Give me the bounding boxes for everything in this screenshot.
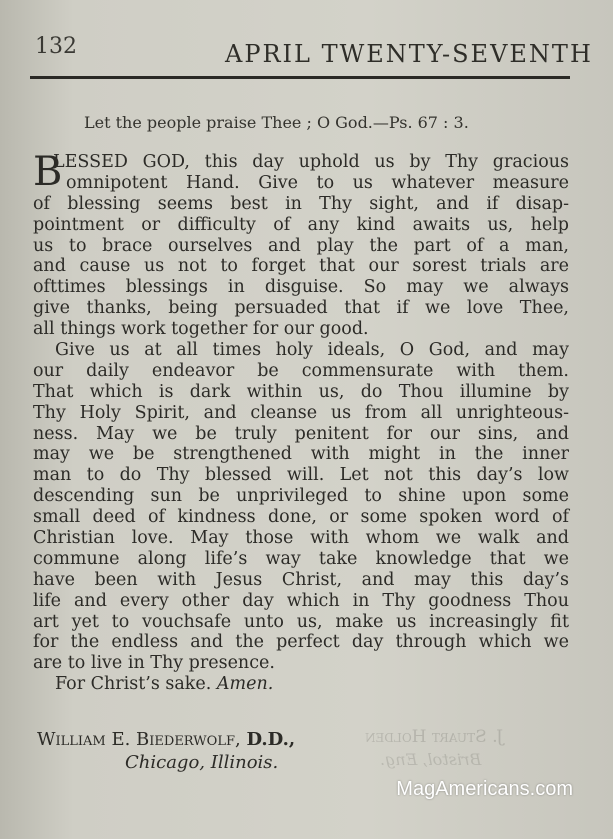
prayer-line: descending sun be unprivileged to shine upon some bbox=[33, 486, 569, 507]
prayer-line: omnipotent Hand. Give to us whatever measure bbox=[66, 172, 569, 193]
prayer-line: have been with Jesus Christ, and may this day’s bbox=[33, 569, 569, 590]
amen-text: Amen. bbox=[216, 674, 274, 695]
prayer-line: give thanks, being persuaded that if we love Thee, bbox=[33, 298, 569, 319]
prayer-line: and cause us not to forget that our sorest trials are bbox=[33, 256, 569, 277]
author-signature bbox=[37, 729, 295, 750]
prayer-line: life and every other day which in Thy goodness Thou bbox=[33, 590, 569, 611]
prayer-line: commune along life’s way take knowledge that we bbox=[33, 548, 569, 569]
header-rule bbox=[30, 76, 570, 79]
prayer-text bbox=[33, 149, 569, 695]
prayer-line: all things work together for our good. bbox=[33, 319, 369, 340]
running-head: APRIL TWENTY-SEVENTH bbox=[225, 40, 593, 68]
prayer-line: That which is dark within us, do Thou illumine by bbox=[33, 381, 569, 402]
drop-cap: B bbox=[33, 149, 63, 195]
prayer-line: small deed of kindness done, or some spoken word of bbox=[33, 507, 569, 528]
closing-line bbox=[33, 674, 569, 695]
page-number: 132 bbox=[35, 34, 77, 59]
prayer-line: Christian love. May those with whom we walk and bbox=[33, 528, 569, 549]
prayer-line: Thy Holy Spirit, and cleanse us from all unrighteous- bbox=[33, 402, 569, 423]
prayer-line: art yet to vouchsafe unto us, make us increasingly fit bbox=[33, 611, 569, 632]
prayer-line: man to do Thy blessed will. Let not this day’s low bbox=[33, 465, 569, 486]
bleed-through-text: Bristol, Eng. bbox=[380, 750, 482, 769]
prayer-line: pointment or difficulty of any kind awaits us, help bbox=[33, 214, 569, 235]
prayer-line: are to live in Thy presence. bbox=[33, 653, 275, 674]
closing-text: For Christ’s sake. bbox=[55, 674, 212, 695]
prayer-line: LESSED GOD, this day uphold us by Thy gracious bbox=[53, 152, 569, 172]
author-degree: D.D., bbox=[246, 729, 296, 750]
prayer-line: of blessing seems best in Thy sight, and if disap- bbox=[33, 193, 569, 214]
author-name: William E. Biederwolf, bbox=[37, 729, 241, 750]
prayer-line: ness. May we be truly penitent for our sins, and bbox=[33, 423, 569, 444]
prayer-line: may we be strengthened with might in the inner bbox=[33, 444, 569, 465]
prayer-line: us to brace ourselves and play the part of a man, bbox=[33, 235, 569, 256]
watermark: MagAmericans.com bbox=[396, 778, 573, 800]
author-location: Chicago, Illinois. bbox=[125, 752, 279, 773]
epigraph-verse: Let the people praise Thee ; O God.—Ps. 67 : 3. bbox=[84, 113, 469, 132]
prayer-line: ofttimes blessings in disguise. So may we always bbox=[33, 277, 569, 298]
bleed-through-text: J. Stuart Holden bbox=[365, 727, 504, 747]
prayer-line: our daily endeavor be commensurate with them. bbox=[33, 360, 569, 381]
prayer-line: for the endless and the perfect day through which we bbox=[33, 632, 569, 653]
prayer-line: Give us at all times holy ideals, O God, and may bbox=[55, 340, 569, 361]
